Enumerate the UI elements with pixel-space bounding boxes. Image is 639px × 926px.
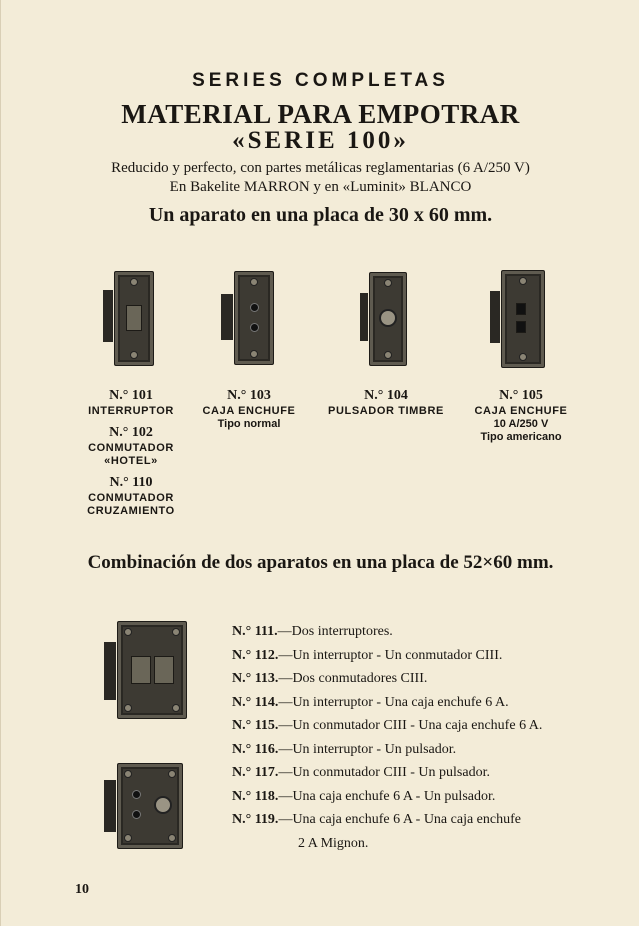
item-105-sub: 10 A/250 V: [493, 418, 549, 430]
list-item: [232, 646, 612, 670]
item-101-caption: [71, 387, 191, 518]
section-single-title: Un aparato en una placa de 30 x 60 mm.: [148, 204, 493, 226]
combo-text: —Dos interruptores.: [277, 624, 393, 639]
socket-push-plate-image: [117, 763, 183, 849]
list-item-continuation: 2 A Mignon.: [298, 835, 369, 851]
description-line-2: En Bakelite MARRON y en «Luminit» BLANCO: [169, 179, 472, 195]
list-item: [232, 622, 612, 646]
combo-number: N.° 119.: [232, 812, 279, 827]
combo-number: N.° 114.: [232, 694, 279, 710]
item-103-sub: Tipo normal: [217, 418, 281, 430]
item-104-number: N.° 104: [364, 388, 408, 403]
item-105-sub2: Tipo americano: [480, 431, 562, 443]
item-105-label: CAJA ENCHUFE: [474, 405, 568, 417]
switch-101-image: [114, 271, 154, 366]
item-104-caption: [321, 387, 451, 418]
item-101-number: N.° 101: [109, 388, 153, 403]
item-110-label: CONMUTADOR: [88, 492, 174, 504]
combo-number: N.° 115.: [232, 718, 279, 733]
page-title: MATERIAL PARA EMPOTRAR: [121, 99, 520, 129]
push-button-104-image: [369, 272, 407, 366]
series-heading: SERIES COMPLETAS: [192, 70, 449, 91]
combo-text: —Un interruptor - Un conmutador CIII.: [278, 647, 503, 663]
page-number: 10: [75, 882, 89, 897]
list-item: [232, 693, 612, 717]
combo-number: N.° 113.: [232, 671, 279, 686]
combo-text: —Una caja enchufe 6 A - Una caja enchufe: [278, 812, 521, 827]
combination-list: [232, 622, 612, 857]
list-item: [232, 716, 612, 740]
list-item: [232, 740, 612, 764]
combo-text: —Dos conmutadores CIII.: [278, 671, 428, 686]
item-102-label: CONMUTADOR: [88, 442, 174, 454]
combo-number: N.° 111.: [232, 624, 278, 639]
list-item: [232, 810, 612, 834]
combo-number: N.° 116.: [232, 741, 279, 757]
item-110-number: N.° 110: [109, 475, 153, 490]
item-105-caption: [461, 387, 581, 444]
description: [1, 159, 639, 197]
item-110-label-sub: CRUZAMIENTO: [87, 505, 175, 517]
item-102-number: N.° 102: [109, 425, 153, 440]
section-combo-title: Combinación de dos aparatos en una placa de 52×60 mm.: [87, 552, 554, 573]
combo-text: —Un conmutador CIII - Un pulsador.: [278, 765, 490, 780]
combo-text: —Un conmutador CIII - Una caja enchufe 6 A.: [278, 718, 543, 733]
item-105-number: N.° 105: [499, 388, 543, 403]
list-item: [232, 669, 612, 693]
list-item: [232, 787, 612, 811]
double-switch-plate-image: [117, 621, 187, 719]
combo-text: —Un interruptor - Un pulsador.: [278, 741, 457, 757]
combo-number: N.° 118.: [232, 788, 279, 804]
item-103-label: CAJA ENCHUFE: [202, 405, 296, 417]
item-104-label: PULSADOR TIMBRE: [328, 405, 444, 417]
description-line-1: Reducido y perfecto, con partes metálicas reglamentarias (6 A/250 V): [111, 160, 530, 176]
list-item: [232, 763, 612, 787]
combo-text: —Un interruptor - Una caja enchufe 6 A.: [278, 694, 509, 710]
item-103-caption: [189, 387, 309, 431]
socket-105-image: [501, 270, 545, 368]
item-103-number: N.° 103: [227, 388, 271, 403]
item-101-label: INTERRUPTOR: [88, 405, 174, 417]
combo-number: N.° 117.: [232, 765, 279, 780]
combo-text: —Una caja enchufe 6 A - Un pulsador.: [278, 788, 496, 804]
serie-heading: «SERIE 100»: [232, 127, 409, 154]
item-102-label-sub: «HOTEL»: [104, 455, 158, 467]
combo-number: N.° 112.: [232, 647, 279, 663]
socket-103-image: [234, 271, 274, 365]
